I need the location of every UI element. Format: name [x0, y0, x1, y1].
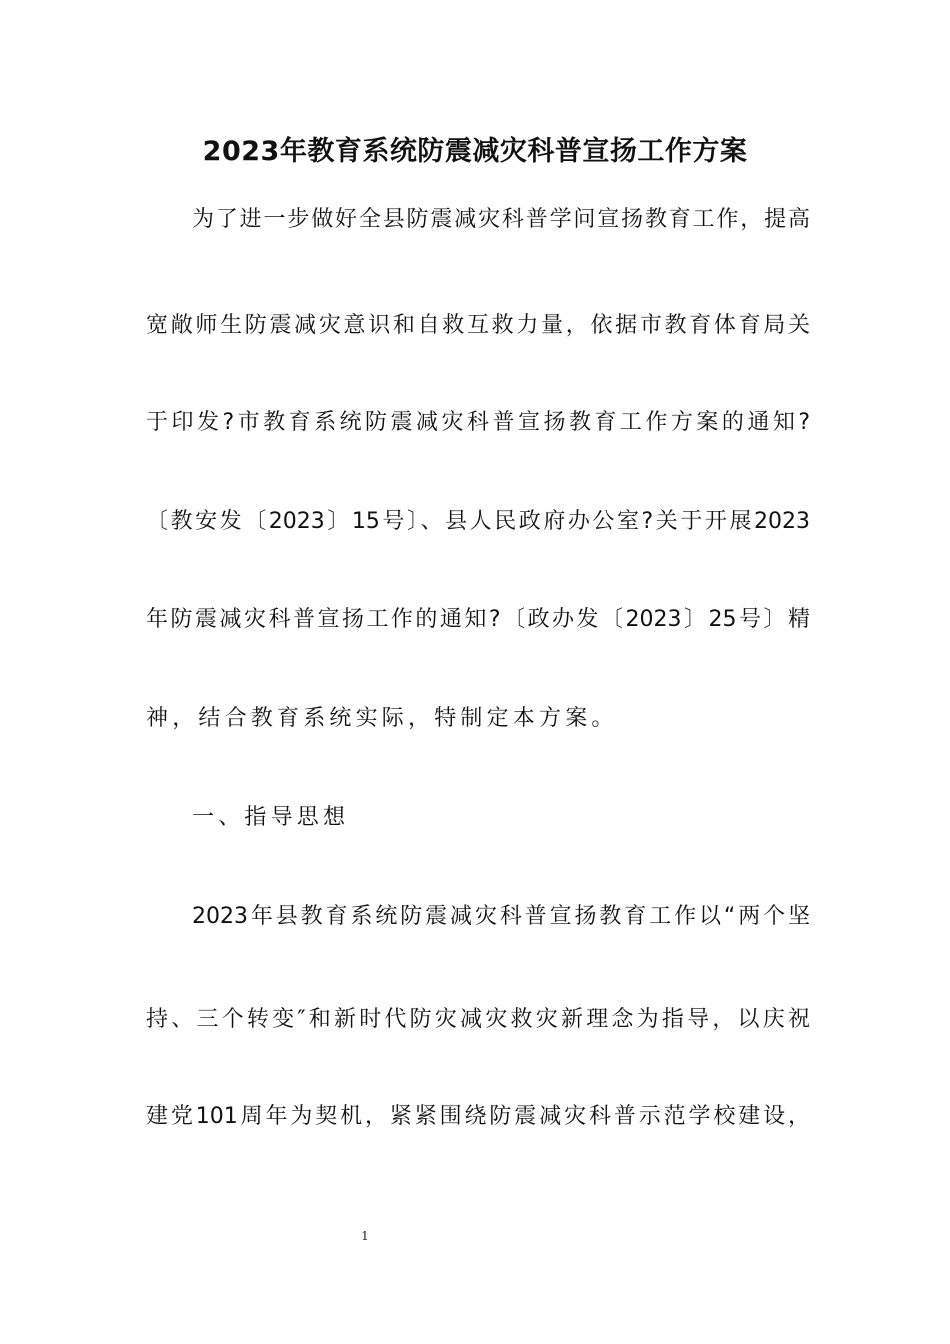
page-number: 1: [361, 1229, 369, 1243]
paragraph-line: 于印发?市教育系统防震减灾科普宣扬教育工作方案的通知?: [146, 410, 810, 435]
paragraph-line: 建党101周年为契机，紧紧围绕防震减灾科普示范学校建设，: [146, 1104, 810, 1129]
paragraph-line: 持、三个转变″和新时代防灾减灾救灾新理念为指导，以庆祝: [146, 1007, 810, 1032]
document-title: 2023年教育系统防震减灾科普宣扬工作方案: [202, 136, 748, 167]
paragraph-line: 年防震减灾科普宣扬工作的通知?〔政办发〔2023〕25号〕精: [146, 607, 810, 632]
paragraph-line: 为了进一步做好全县防震减灾科普学问宣扬教育工作，提高: [192, 207, 810, 232]
paragraph-line: 2023年县教育系统防震减灾科普宣扬教育工作以“两个坚: [192, 904, 810, 929]
paragraph-line: 宽敞师生防震减灾意识和自救互救力量，依据市教育体育局关: [146, 313, 810, 338]
paragraph-line: 〔教安发〔2023〕15号〕、县人民政府办公室?关于开展2023: [146, 509, 810, 534]
paragraph-line: 神，结合教育系统实际，特制定本方案。: [146, 706, 618, 731]
section-heading: 一、指导思想: [192, 805, 350, 830]
